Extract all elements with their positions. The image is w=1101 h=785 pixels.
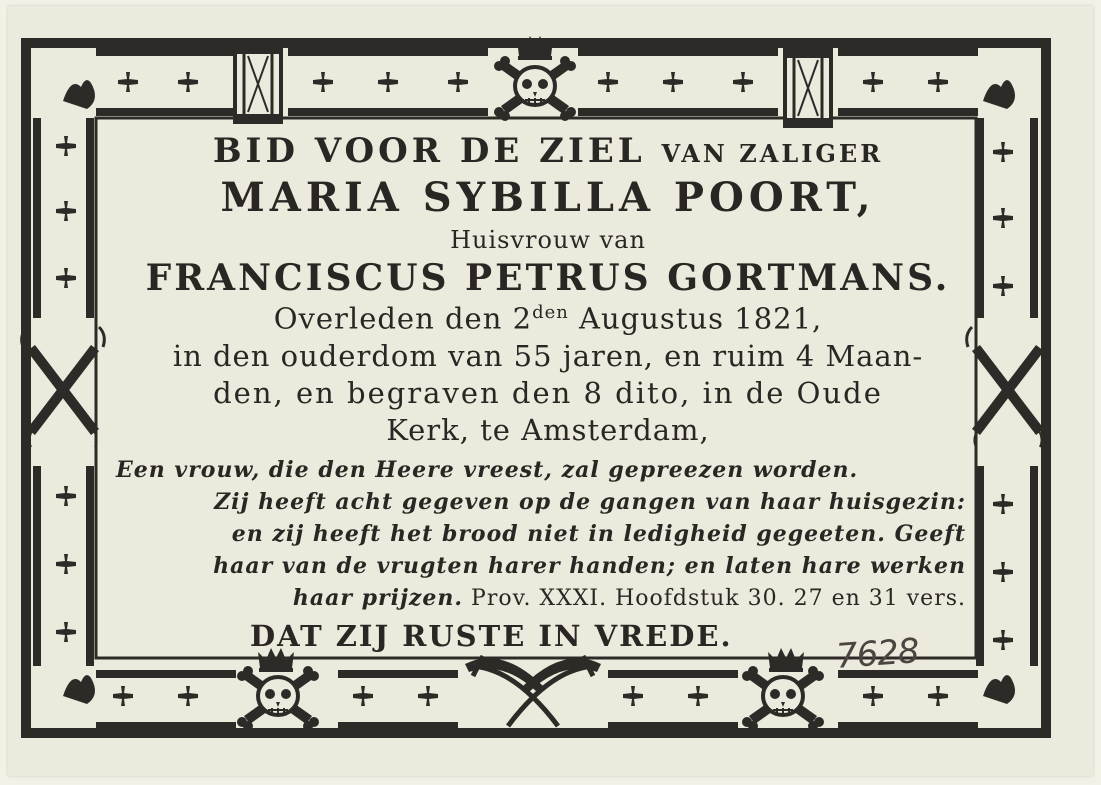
inscription — [108, 128, 988, 651]
crossed-scythes-icon — [465, 656, 601, 726]
verse-line: haar van de vrugten harer handen; en laten hare werken — [213, 552, 966, 579]
memorial-card — [8, 6, 1093, 776]
heading-small: VAN ZALIGER — [661, 139, 884, 168]
death-date-sup: den — [532, 302, 569, 323]
death-date-b: Augustus 1821, — [568, 301, 823, 336]
hourglass-icon — [235, 46, 281, 122]
heading-main: BID VOOR DE ZIEL — [212, 131, 646, 171]
handwritten-number: 7628 — [834, 631, 920, 677]
death-date-line — [108, 301, 988, 336]
skull-crossbones-icon — [494, 56, 576, 121]
deceased-name: MARIA SYBILLA POORT, — [220, 174, 876, 221]
closing-line: DAT ZIJ RUSTE IN VREDE. — [250, 618, 733, 653]
verse-line: en zij heeft het brood niet in ledigheid gegeeten. Geeft — [231, 520, 966, 547]
death-date-a: Overleden den 2 — [273, 301, 533, 336]
verse-line-last — [108, 584, 988, 611]
crossed-torches-icon — [22, 327, 105, 447]
scripture-reference: Prov. XXXI. Hoofdstuk 30. 27 en 31 vers. — [463, 585, 966, 611]
hourglass-icon — [785, 50, 831, 126]
age-line: in den ouderdom van 55 jaren, en ruim 4 Maan- — [172, 338, 924, 373]
verse-last-text: haar prijzen. — [292, 584, 464, 611]
burial-line: den, en begraven den 8 dito, in de Oude — [213, 375, 883, 410]
skull-crossbones-icon — [742, 666, 824, 731]
place-line: Kerk, te Amsterdam, — [386, 412, 710, 447]
skull-crossbones-icon — [237, 666, 319, 731]
verse-line: Zij heeft acht gegeven op de gangen van haar huisgezin: — [214, 488, 966, 515]
relation-text: Huisvrouw van — [450, 226, 646, 254]
husband-name: FRANCISCUS PETRUS GORTMANS. — [145, 257, 951, 299]
crown-icon — [768, 648, 804, 672]
heading-line — [108, 131, 988, 171]
verse-line: Een vrouw, die den Heere vreest, zal gepreezen worden. — [116, 456, 859, 483]
